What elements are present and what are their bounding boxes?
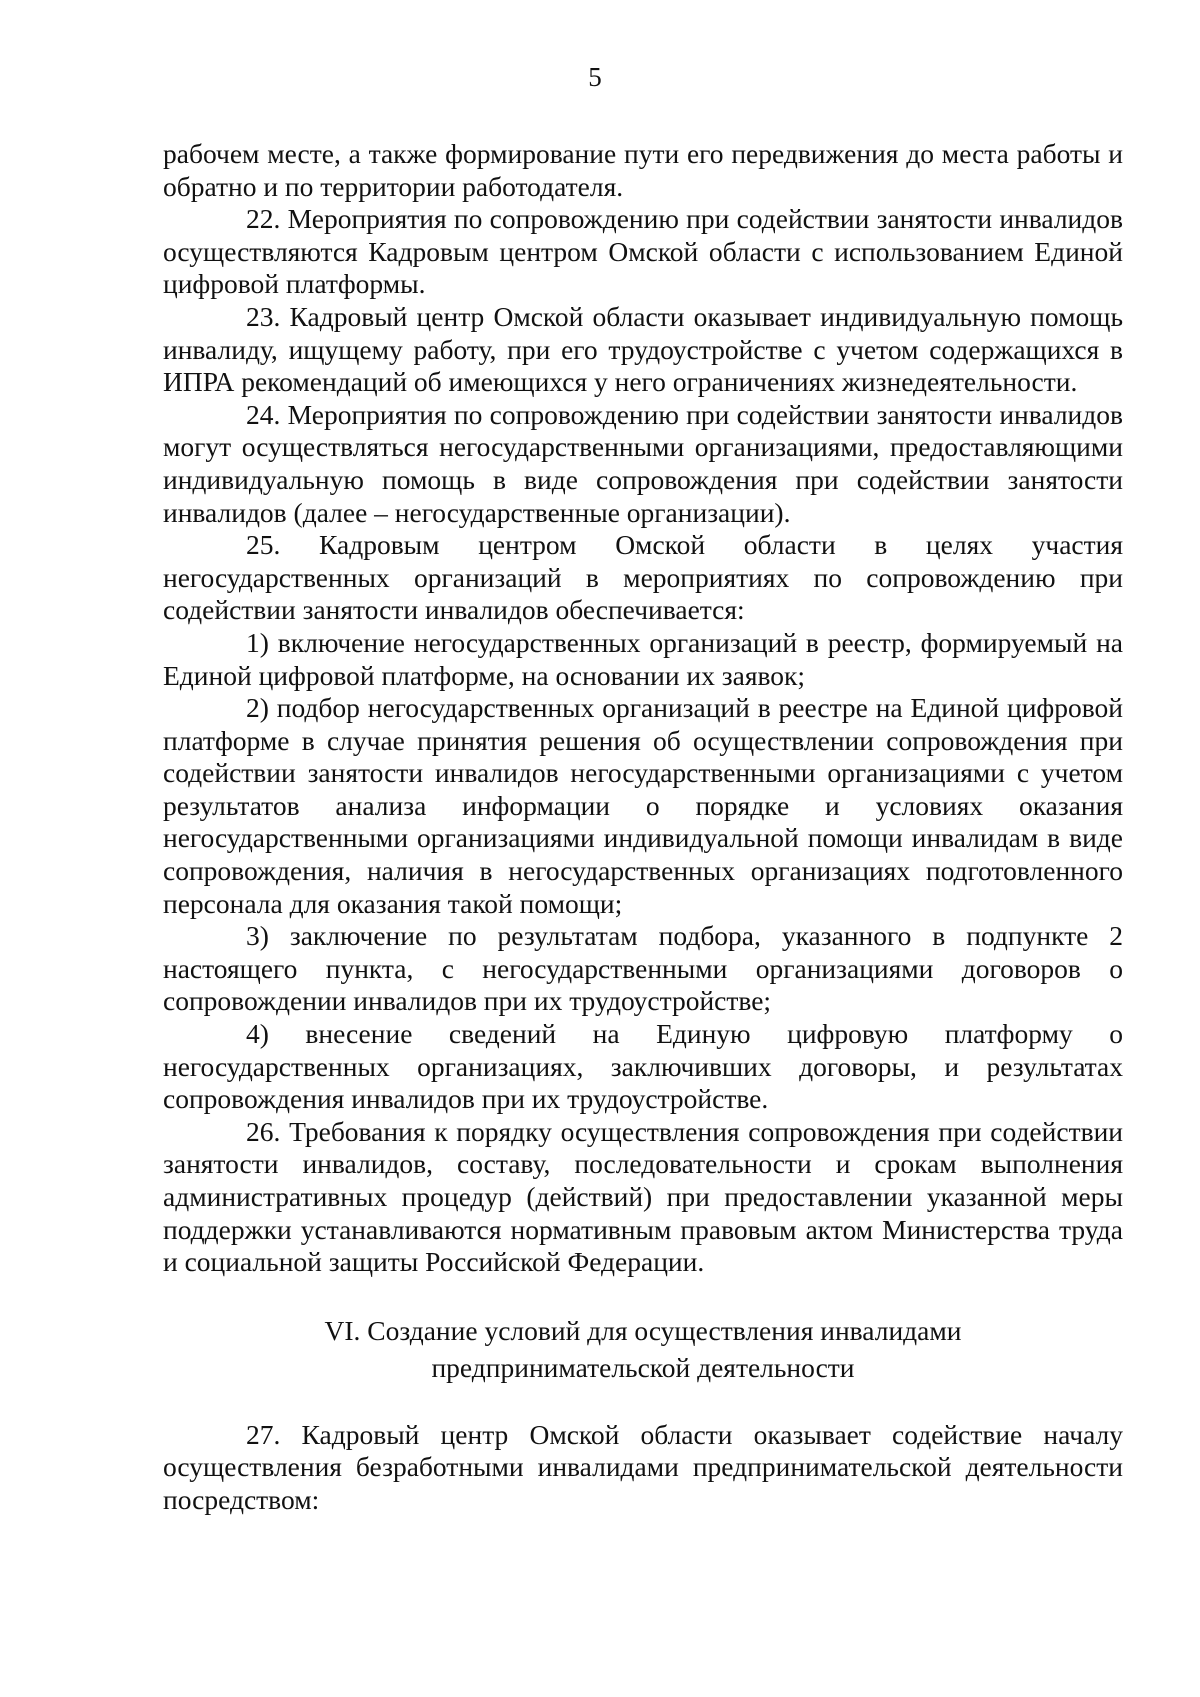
subitem-3: 3) заключение по результатам подбора, указанного в подпункте 2 настоящего пункта, с негосударственными организациями договоров о сопровождении инвалидов при их трудоустройстве; bbox=[163, 920, 1123, 1017]
document-body bbox=[163, 138, 1123, 1517]
page-number: 5 bbox=[588, 62, 602, 92]
subitem-1: 1) включение негосударственных организаций в реестр, формируемый на Единой цифровой платформе, на основании их заявок; bbox=[163, 626, 1123, 691]
paragraph-item-26: 26. Требования к порядку осуществления сопровождения при содействии занятости инвалидов, составу, последовательности и срокам выполнения административных процедур (действий) при предоставлении указанной меры поддержки устанавливаются нормативным правовым актом Министерства труда и социальной защиты Российской Федерации. bbox=[163, 1115, 1123, 1278]
paragraph-item-24: 24. Мероприятия по сопровождению при содействии занятости инвалидов могут осуществляться негосударственными организациями, предоставляющими индивидуальную помощь в виде сопровождения при содействии занятости инвалидов (далее – негосударственные организации). bbox=[163, 398, 1123, 528]
paragraph-item-27: 27. Кадровый центр Омской области оказывает содействие началу осуществления безработными инвалидами предпринимательской деятельности посредством: bbox=[163, 1418, 1123, 1515]
paragraph-continuation: рабочем месте, а также формирование пути его передвижения до места работы и обратно и по территории работодателя. bbox=[163, 138, 1123, 202]
section-heading-line-1: VI. Создание условий для осуществления инвалидами bbox=[324, 1314, 962, 1346]
subitem-2: 2) подбор негосударственных организаций в реестре на Единой цифровой платформе в случае принятия решения об осуществлении сопровождения при содействии занятости инвалидов негосударственными организациями с учетом результатов анализа информации о порядке и условиях оказания негосударственными организациями индивидуальной помощи инвалидам в виде сопровождения, наличия в негосударственных организациях подготовленного персонала для оказания такой помощи; bbox=[163, 692, 1123, 919]
subitem-4: 4) внесение сведений на Единую цифровую платформу о негосударственных организациях, заключивших договоры, и результатах сопровождения инвалидов при их трудоустройстве. bbox=[163, 1018, 1123, 1115]
paragraph-item-23: 23. Кадровый центр Омской области оказывает индивидуальную помощь инвалиду, ищущему работу, при его трудоустройстве с учетом содержащихся в ИПРА рекомендаций об имеющихся у него ограничениях жизнедеятельности. bbox=[163, 300, 1123, 398]
paragraph-item-22: 22. Мероприятия по сопровождению при содействии занятости инвалидов осуществляются Кадровым центром Омской области с использованием Единой цифровой платформы. bbox=[163, 203, 1123, 300]
section-heading-line-2: предпринимательской деятельности bbox=[431, 1351, 855, 1383]
section-heading bbox=[163, 1312, 1123, 1386]
paragraph-item-25: 25. Кадровым центром Омской области в целях участия негосударственных организаций в мероприятиях по сопровождению при содействии занятости инвалидов обеспечивается: bbox=[163, 529, 1123, 626]
